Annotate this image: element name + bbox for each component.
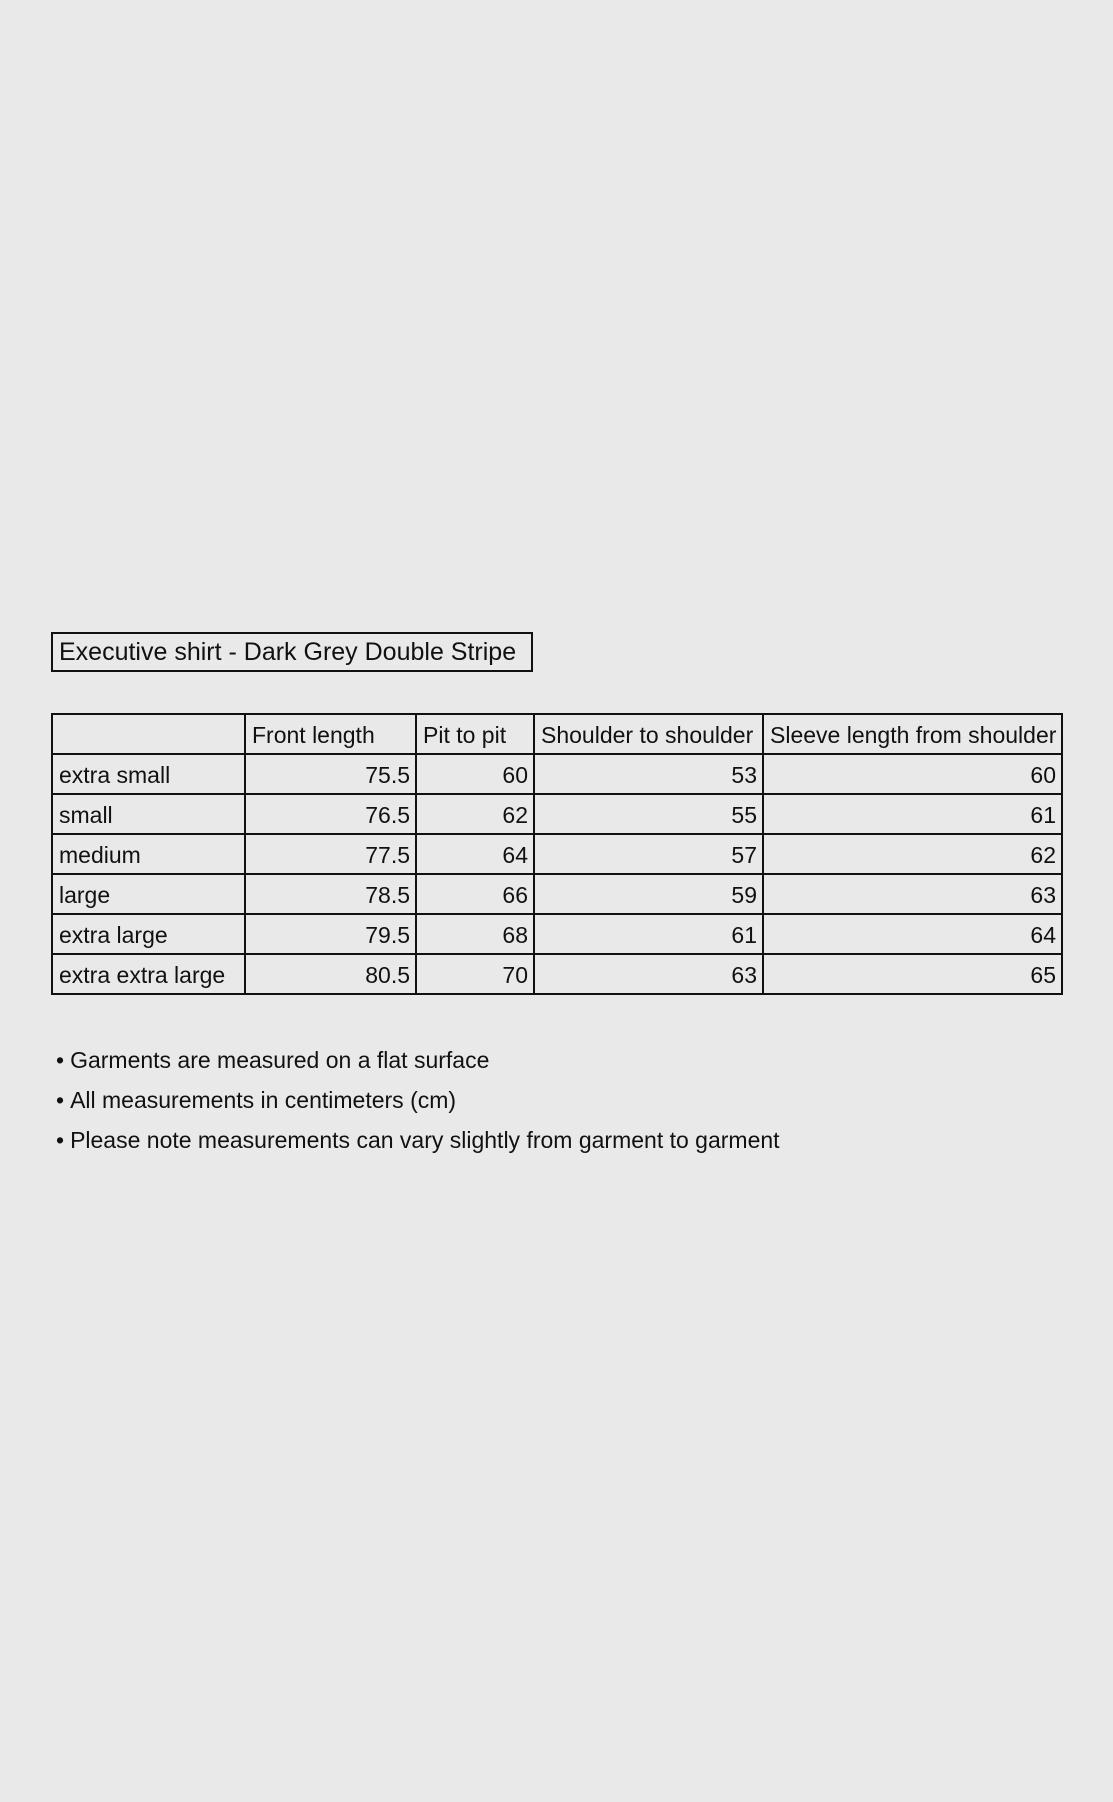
- pit-to-pit-value: 64: [416, 834, 534, 874]
- size-label: extra large: [52, 914, 245, 954]
- table-row: [52, 754, 1062, 794]
- sleeve-length-value: 63: [763, 874, 1062, 914]
- header-size-cell: [52, 714, 245, 754]
- table-row: [52, 794, 1062, 834]
- bullet-icon: •: [56, 1127, 65, 1153]
- header-shoulder-to-shoulder: Shoulder to shoulder: [534, 714, 763, 754]
- size-label: medium: [52, 834, 245, 874]
- note-text: All measurements in centimeters (cm): [70, 1087, 457, 1113]
- shoulder-to-shoulder-value: 63: [534, 954, 763, 994]
- sleeve-length-value: 65: [763, 954, 1062, 994]
- pit-to-pit-value: 62: [416, 794, 534, 834]
- size-chart-table: [51, 713, 1063, 995]
- size-label: extra extra large: [52, 954, 245, 994]
- front-length-value: 75.5: [245, 754, 416, 794]
- note-item: [56, 1080, 780, 1120]
- front-length-value: 79.5: [245, 914, 416, 954]
- shoulder-to-shoulder-value: 53: [534, 754, 763, 794]
- front-length-value: 78.5: [245, 874, 416, 914]
- size-chart-title: Executive shirt - Dark Grey Double Stripe: [51, 632, 533, 672]
- size-label: extra small: [52, 754, 245, 794]
- header-pit-to-pit: Pit to pit: [416, 714, 534, 754]
- table-row: [52, 874, 1062, 914]
- table-header-row: [52, 714, 1062, 754]
- size-label: large: [52, 874, 245, 914]
- table-row: [52, 914, 1062, 954]
- pit-to-pit-value: 60: [416, 754, 534, 794]
- shoulder-to-shoulder-value: 59: [534, 874, 763, 914]
- shoulder-to-shoulder-value: 61: [534, 914, 763, 954]
- sleeve-length-value: 62: [763, 834, 1062, 874]
- sleeve-length-value: 61: [763, 794, 1062, 834]
- bullet-icon: •: [56, 1047, 65, 1073]
- note-text: Garments are measured on a flat surface: [70, 1047, 490, 1073]
- front-length-value: 80.5: [245, 954, 416, 994]
- pit-to-pit-value: 66: [416, 874, 534, 914]
- front-length-value: 76.5: [245, 794, 416, 834]
- table-row: [52, 954, 1062, 994]
- size-label: small: [52, 794, 245, 834]
- pit-to-pit-value: 70: [416, 954, 534, 994]
- table-row: [52, 834, 1062, 874]
- bullet-icon: •: [56, 1087, 65, 1113]
- note-text: Please note measurements can vary slightly from garment to garment: [70, 1127, 780, 1153]
- note-item: [56, 1040, 780, 1080]
- note-item: [56, 1120, 780, 1160]
- front-length-value: 77.5: [245, 834, 416, 874]
- pit-to-pit-value: 68: [416, 914, 534, 954]
- shoulder-to-shoulder-value: 55: [534, 794, 763, 834]
- shoulder-to-shoulder-value: 57: [534, 834, 763, 874]
- sleeve-length-value: 60: [763, 754, 1062, 794]
- measurement-notes: [56, 1040, 780, 1160]
- sleeve-length-value: 64: [763, 914, 1062, 954]
- header-sleeve-length: Sleeve length from shoulder: [763, 714, 1062, 754]
- header-front-length: Front length: [245, 714, 416, 754]
